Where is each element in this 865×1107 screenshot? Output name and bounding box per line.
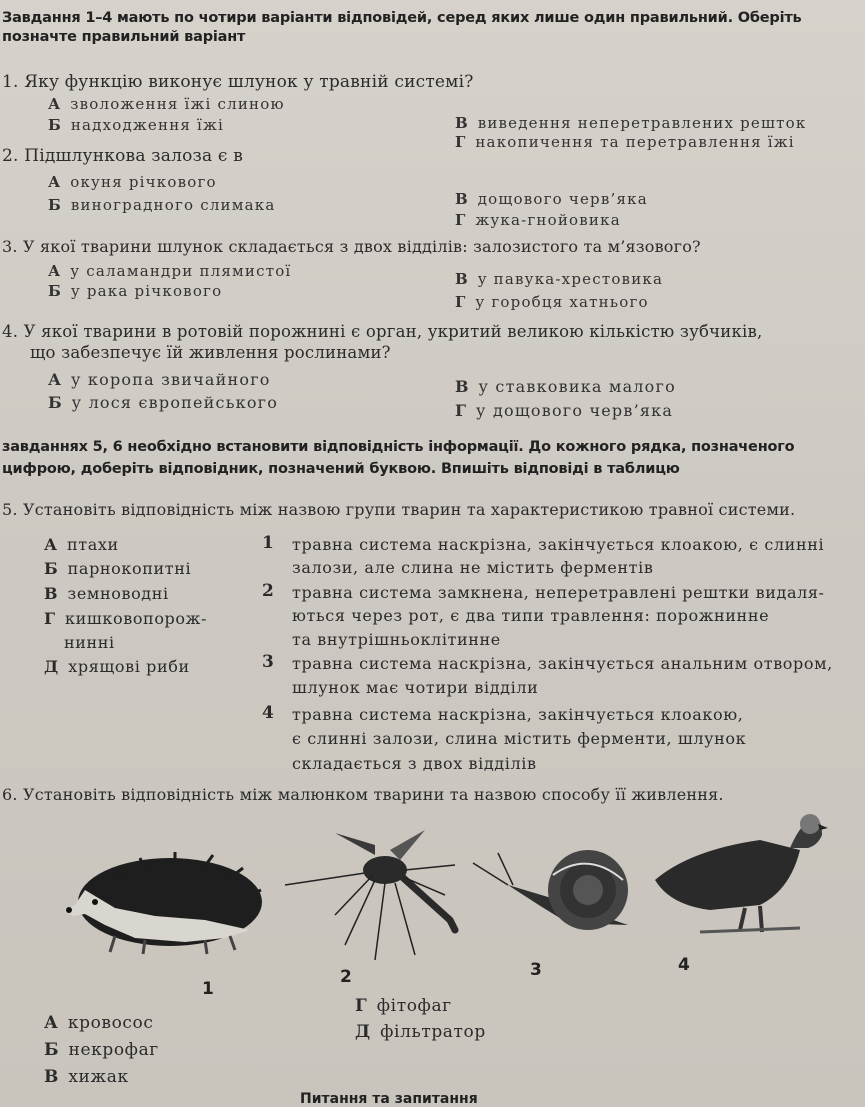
image-2-label: 2 bbox=[340, 967, 352, 987]
q2-option-g[interactable]: Г жука-гнойовика bbox=[455, 211, 621, 229]
q4-option-v[interactable]: В у ставковика малого bbox=[455, 377, 676, 396]
question-3: 3. У якої тварини шлунок складається з двох відділів: залозистого та м’язового? bbox=[2, 237, 701, 256]
q5-right-4-line1: травна система наскрізна, закінчується клоакою, bbox=[292, 705, 744, 724]
q6-option-b[interactable]: Б некрофаг bbox=[44, 1040, 159, 1060]
question-6: 6. Установіть відповідність між малюнком тварини та назвою способу її живлення. bbox=[2, 785, 724, 804]
q5-left-b[interactable]: Б парнокопитні bbox=[44, 559, 192, 578]
q6-option-a[interactable]: А кровосос bbox=[44, 1013, 154, 1033]
page-footer: Питання та запитання bbox=[300, 1091, 478, 1107]
hedgehog-icon[interactable] bbox=[55, 850, 265, 960]
q5-right-1-line1: травна система наскрізна, закінчується клоакою, є слинні bbox=[292, 535, 825, 554]
q5-left-a[interactable]: А птахи bbox=[44, 535, 119, 554]
instruction-1-4-line1: Завдання 1–4 мають по чотири варіанти відповідей, серед яких лише один правильний. Оберіть bbox=[2, 10, 802, 26]
q5-left-v[interactable]: В земноводні bbox=[44, 584, 169, 603]
q5-right-3-line1: травна система наскрізна, закінчується анальним отвором, bbox=[292, 654, 833, 673]
q5-right-3-num: 3 bbox=[262, 652, 274, 672]
q5-right-2-line3: та внутрішньоклітинне bbox=[292, 630, 501, 649]
q1-option-a[interactable]: А зволоження їжі слиною bbox=[48, 95, 285, 113]
q5-right-2-line1: травна система замкнена, неперетравлені рештки видаля- bbox=[292, 583, 825, 602]
q4-option-g[interactable]: Г у дощового черв’яка bbox=[455, 401, 674, 420]
q4-option-b[interactable]: Б у лося європейського bbox=[48, 393, 279, 412]
mosquito-icon[interactable] bbox=[275, 825, 465, 965]
q1-option-b[interactable]: Б надходження їжі bbox=[48, 116, 225, 134]
q5-left-g[interactable]: Г кишковопорож- bbox=[44, 609, 207, 628]
question-2: 2. Підшлункова залоза є в bbox=[2, 146, 244, 166]
q3-option-b[interactable]: Б у рака річкового bbox=[48, 282, 223, 300]
q5-right-1-num: 1 bbox=[262, 533, 274, 553]
q3-option-v[interactable]: В у павука-хрестовика bbox=[455, 270, 664, 288]
question-1: 1. Яку функцію виконує шлунок у травній системі? bbox=[2, 72, 474, 92]
q1-option-g[interactable]: Г накопичення та перетравлення їжі bbox=[455, 133, 795, 151]
question-4-line1: 4. У якої тварини в ротовій порожнині є орган, укритий великою кількістю зубчиків, bbox=[2, 322, 763, 341]
q5-right-3-line2: шлунок має чотири відділи bbox=[292, 678, 539, 697]
image-1-label: 1 bbox=[202, 979, 214, 999]
q5-right-2-num: 2 bbox=[262, 581, 274, 601]
q5-right-4-line2: є слинні залози, слина містить ферменти, шлунок bbox=[292, 729, 747, 748]
image-4-label: 4 bbox=[678, 955, 690, 975]
q5-right-1-line2: залози, але слина не містить ферментів bbox=[292, 558, 654, 577]
q4-option-a[interactable]: А у коропа звичайного bbox=[48, 370, 271, 389]
vulture-icon[interactable] bbox=[650, 810, 830, 945]
q2-option-b[interactable]: Б виноградного слимака bbox=[48, 196, 276, 214]
q2-option-v[interactable]: В дощового черв’яка bbox=[455, 190, 648, 208]
q5-left-d[interactable]: Д хрящові риби bbox=[44, 657, 190, 676]
q3-option-g[interactable]: Г у горобця хатнього bbox=[455, 293, 649, 311]
q1-option-v[interactable]: В виведення неперетравлених решток bbox=[455, 114, 807, 132]
q6-option-v[interactable]: В хижак bbox=[44, 1067, 129, 1087]
q5-left-g-cont: нинні bbox=[64, 633, 115, 652]
instruction-5-6-line1: завданнях 5, 6 необхідно встановити відповідність інформації. До кожного рядка, позначеного bbox=[2, 439, 795, 455]
instruction-1-4-line2: позначте правильний варіант bbox=[2, 29, 246, 45]
q6-option-g[interactable]: Г фітофаг bbox=[355, 996, 452, 1016]
question-5: 5. Установіть відповідність між назвою групи тварин та характеристикою травної системи. bbox=[2, 500, 796, 519]
q5-right-4-num: 4 bbox=[262, 703, 274, 723]
image-3-label: 3 bbox=[530, 960, 542, 980]
q5-right-2-line2: ються через рот, є два типи травлення: порожнинне bbox=[292, 606, 770, 625]
instruction-5-6-line2: цифрою, доберіть відповідник, позначений буквою. Впишіть відповіді в таблицю bbox=[2, 461, 680, 477]
q3-option-a[interactable]: А у саламандри плямистої bbox=[48, 262, 292, 280]
q6-option-d[interactable]: Д фільтратор bbox=[355, 1022, 486, 1042]
question-4-line2: що забезпечує їй живлення рослинами? bbox=[30, 343, 391, 362]
q5-right-4-line3: складається з двох відділів bbox=[292, 754, 537, 773]
q2-option-a[interactable]: А окуня річкового bbox=[48, 173, 217, 191]
snail-icon[interactable] bbox=[468, 845, 638, 935]
